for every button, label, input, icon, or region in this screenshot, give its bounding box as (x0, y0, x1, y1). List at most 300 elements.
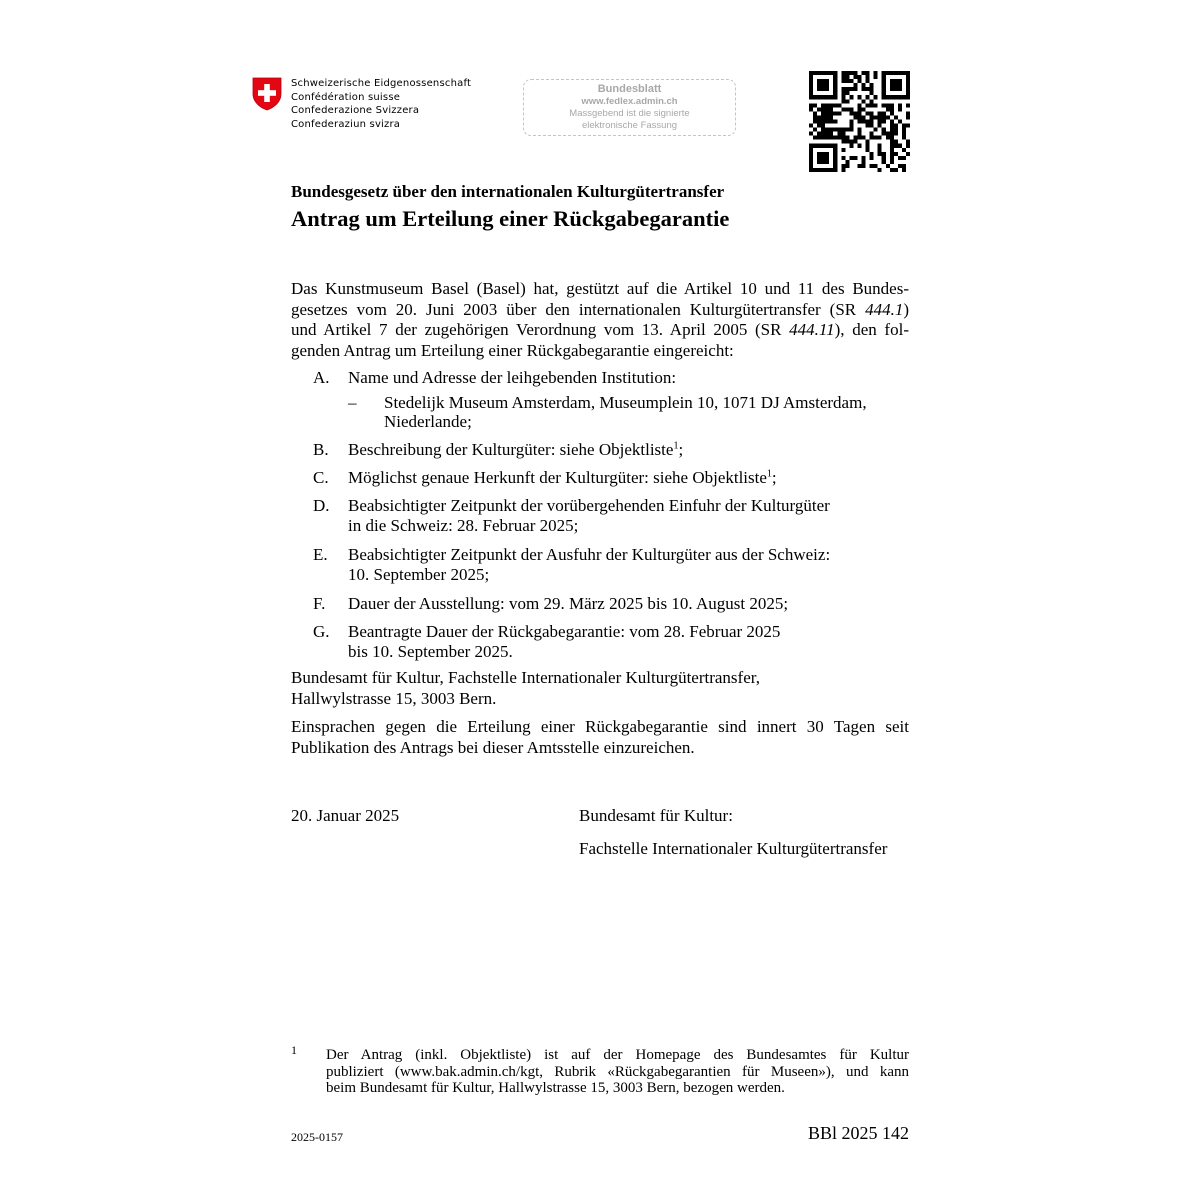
qr-module (833, 91, 837, 95)
qr-module (833, 119, 837, 123)
qr-module (809, 156, 813, 160)
qr-module (825, 128, 829, 132)
intro-line (291, 320, 909, 341)
qr-module (902, 95, 906, 99)
qr-module (837, 111, 841, 115)
qr-module (833, 79, 837, 83)
qr-module (825, 71, 829, 75)
qr-module (878, 148, 882, 152)
qr-module (874, 164, 878, 168)
qr-module (809, 107, 813, 111)
qr-module (906, 152, 910, 156)
qr-module (878, 115, 882, 119)
qr-module (817, 87, 821, 91)
qr-module (894, 95, 898, 99)
item-letter: E. (313, 545, 328, 564)
qr-module (870, 111, 874, 115)
qr-module (845, 128, 849, 132)
stamp-title: Bundesblatt (597, 83, 662, 95)
stamp-note-line1: Massgebend ist die signierte (569, 108, 690, 119)
qr-module (809, 75, 813, 79)
qr-module (849, 79, 853, 83)
qr-module (845, 140, 849, 144)
qr-module (841, 148, 845, 152)
signature-authority: Bundesamt für Kultur: (579, 806, 733, 825)
objections-line2: Publikation des Antrags bei dieser Amtsstelle einzureichen. (291, 737, 695, 757)
qr-module (809, 79, 813, 83)
bundesblatt-stamp (523, 79, 736, 136)
qr-module (890, 71, 894, 75)
qr-module (813, 136, 817, 140)
qr-module (857, 128, 861, 132)
qr-module (902, 156, 906, 160)
qr-module (813, 119, 817, 123)
qr-module (853, 87, 857, 91)
qr-module (809, 91, 813, 95)
qr-module (862, 119, 866, 123)
qr-module (849, 156, 853, 160)
qr-module (857, 119, 861, 123)
qr-module (833, 83, 837, 87)
office-line1: Bundesamt für Kultur, Fachstelle Internationaler Kulturgütertransfer, (291, 668, 760, 687)
qr-module (857, 132, 861, 136)
qr-module (837, 128, 841, 132)
qr-module (890, 140, 894, 144)
qr-module (829, 95, 833, 99)
qr-module (906, 103, 910, 107)
qr-module (833, 156, 837, 160)
qr-module (817, 136, 821, 140)
qr-module (898, 107, 902, 111)
qr-module (862, 164, 866, 168)
qr-module (894, 128, 898, 132)
qr-module (821, 136, 825, 140)
qr-module (882, 103, 886, 107)
qr-module (898, 83, 902, 87)
confederation-name-it: Confederazione Svizzera (291, 105, 420, 116)
qr-module (833, 103, 837, 107)
item-letter: B. (313, 440, 329, 459)
qr-module (813, 103, 817, 107)
qr-module (862, 71, 866, 75)
qr-module (817, 79, 821, 83)
qr-module (906, 115, 910, 119)
qr-module (857, 164, 861, 168)
qr-module (849, 111, 853, 115)
item-letter: F. (313, 594, 326, 613)
qr-module (862, 156, 866, 160)
qr-module (890, 132, 894, 136)
qr-module (853, 71, 857, 75)
signature-unit: Fachstelle Internationaler Kulturgütertransfer (579, 839, 888, 858)
qr-module (825, 111, 829, 115)
qr-module (841, 87, 845, 91)
intro-line: genden Antrag um Erteilung einer Rückgabegarantie eingereicht: (291, 340, 734, 360)
stamp-url: www.fedlex.admin.ch (581, 96, 678, 107)
qr-module (870, 152, 874, 156)
qr-module (866, 103, 870, 107)
qr-module (886, 103, 890, 107)
qr-module (890, 160, 894, 164)
document-subtitle: Bundesgesetz über den internationalen Kulturgütertransfer (291, 182, 725, 201)
qr-module (894, 79, 898, 83)
qr-module (841, 99, 845, 103)
qr-module (878, 111, 882, 115)
footnote-line2: publiziert (www.bak.admin.ch/kgt, Rubrik «Rückgabegarantien für Museen»), und kann (326, 1063, 909, 1080)
qr-module (821, 144, 825, 148)
qr-module (882, 91, 886, 95)
qr-module (894, 152, 898, 156)
footnote-line3: beim Bundesamt für Kultur, Hallwylstrasse 15, 3003 Bern, bezogen werden. (326, 1080, 785, 1096)
qr-module (894, 71, 898, 75)
qr-module (902, 128, 906, 132)
qr-module (809, 148, 813, 152)
qr-module (894, 124, 898, 128)
intro-text: ) (903, 299, 909, 319)
qr-module (902, 164, 906, 168)
qr-module (886, 132, 890, 136)
qr-module (817, 83, 821, 87)
qr-module (817, 119, 821, 123)
qr-module (825, 95, 829, 99)
qr-module (874, 128, 878, 132)
qr-module (874, 136, 878, 140)
qr-module (906, 71, 910, 75)
office-paragraph (291, 668, 760, 709)
qr-module (898, 156, 902, 160)
qr-module (817, 168, 821, 172)
qr-module (857, 75, 861, 79)
qr-module (829, 103, 833, 107)
qr-module (845, 164, 849, 168)
qr-module (882, 128, 886, 132)
qr-module (862, 136, 866, 140)
qr-module (870, 87, 874, 91)
item-b-punct: ; (678, 440, 684, 459)
qr-module (833, 144, 837, 148)
qr-module (857, 136, 861, 140)
qr-module (894, 83, 898, 87)
footnote-number: 1 (291, 1043, 297, 1057)
item-b-label: Beschreibung der Kulturgüter: siehe Objektliste (348, 440, 674, 459)
qr-module (898, 71, 902, 75)
footnote-line1: Der Antrag (inkl. Objektliste) ist auf der Homepage des Bundesamtes für Kultur (326, 1047, 909, 1063)
qr-module (825, 132, 829, 136)
qr-module (849, 144, 853, 148)
office-line2: Hallwylstrasse 15, 3003 Bern. (291, 688, 497, 708)
qr-module (890, 107, 894, 111)
qr-module (817, 107, 821, 111)
qr-module (890, 148, 894, 152)
qr-module (874, 103, 878, 107)
qr-module (817, 156, 821, 160)
qr-module (870, 99, 874, 103)
qr-module (866, 87, 870, 91)
qr-module (813, 144, 817, 148)
qr-module (882, 115, 886, 119)
qr-module (833, 128, 837, 132)
qr-module (821, 103, 825, 107)
footnote-ref: 1 (766, 468, 772, 480)
qr-module (890, 156, 894, 160)
qr-module (890, 95, 894, 99)
qr-module (874, 71, 878, 75)
qr-module (857, 144, 861, 148)
qr-module (857, 107, 861, 111)
qr-module (857, 115, 861, 119)
qr-module (845, 107, 849, 111)
qr-module (841, 168, 845, 172)
qr-module (902, 124, 906, 128)
qr-module (882, 83, 886, 87)
confederation-name-de: Schweizerische Eidgenossenschaft (291, 78, 472, 89)
qr-module (825, 152, 829, 156)
item-b-text (348, 440, 683, 461)
qr-module (833, 148, 837, 152)
qr-module (890, 168, 894, 172)
qr-module (866, 148, 870, 152)
qr-module (862, 99, 866, 103)
qr-module (813, 168, 817, 172)
qr-module (890, 83, 894, 87)
qr-module (902, 148, 906, 152)
qr-module (849, 87, 853, 91)
qr-module (906, 124, 910, 128)
qr-module (898, 144, 902, 148)
qr-module (845, 99, 849, 103)
qr-module (890, 79, 894, 83)
qr-module (898, 103, 902, 107)
qr-module (841, 136, 845, 140)
qr-module (886, 107, 890, 111)
qr-module (825, 156, 829, 160)
qr-module (837, 103, 841, 107)
qr-module (902, 136, 906, 140)
qr-module (894, 132, 898, 136)
qr-module (853, 83, 857, 87)
qr-module (809, 95, 813, 99)
qr-module (845, 160, 849, 164)
qr-module (886, 164, 890, 168)
qr-module (829, 71, 833, 75)
footnote-text (326, 1047, 909, 1097)
item-f-text: Dauer der Ausstellung: vom 29. März 2025 bis 10. August 2025; (348, 594, 789, 613)
intro-text: ), den fol- (834, 320, 909, 339)
qr-module (841, 75, 845, 79)
qr-module (845, 87, 849, 91)
qr-module (817, 71, 821, 75)
qr-module (841, 140, 845, 144)
qr-module (906, 79, 910, 83)
qr-module (894, 140, 898, 144)
qr-module (886, 136, 890, 140)
qr-module (870, 124, 874, 128)
qr-module (817, 160, 821, 164)
qr-module (817, 115, 821, 119)
item-letter: G. (313, 622, 330, 641)
qr-module (882, 87, 886, 91)
qr-module (878, 168, 882, 172)
qr-module (906, 140, 910, 144)
qr-module (866, 111, 870, 115)
qr-module (841, 132, 845, 136)
qr-module (833, 71, 837, 75)
qr-module (825, 115, 829, 119)
qr-module (809, 164, 813, 168)
qr-module (829, 136, 833, 140)
qr-module (845, 71, 849, 75)
qr-module (878, 152, 882, 156)
qr-module (821, 107, 825, 111)
qr-module (809, 132, 813, 136)
qr-module (862, 83, 866, 87)
qr-module (853, 136, 857, 140)
qr-module (833, 95, 837, 99)
qr-module (882, 152, 886, 156)
document-number: 2025-0157 (291, 1130, 343, 1144)
qr-module (878, 119, 882, 123)
qr-module (853, 115, 857, 119)
qr-module (825, 168, 829, 172)
qr-module (870, 156, 874, 160)
qr-module (829, 132, 833, 136)
qr-module (890, 103, 894, 107)
qr-module (833, 75, 837, 79)
intro-text: und Artikel 7 der zugehörigen Verordnung vom 13. April 2005 (SR (291, 320, 790, 339)
qr-module (809, 87, 813, 91)
qr-module (813, 95, 817, 99)
qr-module (817, 152, 821, 156)
qr-module (906, 91, 910, 95)
qr-module (874, 75, 878, 79)
qr-module (866, 95, 870, 99)
qr-module (837, 136, 841, 140)
qr-module (849, 140, 853, 144)
qr-module (898, 79, 902, 83)
bbl-reference: BBl 2025 142 (807, 1123, 909, 1143)
objections-paragraph (291, 717, 909, 758)
qr-module (902, 71, 906, 75)
intro-text: gesetzes vom 20. Juni 2003 über den internationalen Kulturgütertransfer (SR (291, 299, 866, 319)
confederation-names (291, 77, 471, 131)
qr-module (821, 132, 825, 136)
qr-module (817, 132, 821, 136)
stamp-note-line2: elektronische Fassung (581, 119, 678, 131)
item-a-sub-line1: Stedelijk Museum Amsterdam, Museumplein 10, 1071 DJ Amsterdam, (384, 393, 867, 412)
qr-module (882, 111, 886, 115)
qr-module (821, 152, 825, 156)
qr-module (841, 107, 845, 111)
item-letter: D. (313, 496, 330, 515)
intro-paragraph (291, 279, 909, 361)
qr-module (841, 128, 845, 132)
qr-module (813, 128, 817, 132)
qr-module (882, 156, 886, 160)
qr-module (829, 115, 833, 119)
qr-module (882, 132, 886, 136)
qr-module (857, 79, 861, 83)
qr-module (870, 119, 874, 123)
qr-module (845, 91, 849, 95)
qr-module (817, 124, 821, 128)
qr-module (841, 91, 845, 95)
qr-module (906, 83, 910, 87)
qr-module (886, 95, 890, 99)
qr-module (821, 160, 825, 164)
qr-module (841, 95, 845, 99)
qr-module (809, 152, 813, 156)
qr-module (841, 164, 845, 168)
qr-module (870, 132, 874, 136)
qr-module (878, 124, 882, 128)
footnote-ref: 1 (673, 440, 679, 452)
qr-module (833, 111, 837, 115)
item-letter: A. (313, 368, 330, 387)
intro-line: Das Kunstmuseum Basel (Basel) hat, gestützt auf die Artikel 10 und 11 des Bundes- (291, 279, 909, 298)
qr-module (821, 71, 825, 75)
qr-module (809, 124, 813, 128)
qr-module (874, 95, 878, 99)
item-a-sub-line2: Niederlande; (384, 412, 472, 431)
qr-module (821, 119, 825, 123)
qr-module (809, 83, 813, 87)
qr-module (890, 87, 894, 91)
qr-module (857, 95, 861, 99)
qr-module (829, 119, 833, 123)
qr-module (809, 103, 813, 107)
qr-module (894, 168, 898, 172)
item-d-line1: Beabsichtigter Zeitpunkt der vorübergehenden Einfuhr der Kulturgüter (348, 496, 830, 515)
qr-module (825, 144, 829, 148)
qr-module (882, 119, 886, 123)
qr-module (841, 71, 845, 75)
sr-number: 444.1 (865, 299, 904, 319)
item-c-text (348, 468, 777, 489)
qr-module (821, 95, 825, 99)
qr-module (821, 79, 825, 83)
qr-module (870, 115, 874, 119)
item-c-punct: ; (771, 468, 777, 487)
qr-module (906, 111, 910, 115)
item-letter: C. (313, 468, 329, 487)
qr-module (833, 168, 837, 172)
qr-module (837, 132, 841, 136)
item-a-text: Name und Adresse der leihgebenden Institution: (348, 368, 677, 387)
qr-module (849, 95, 853, 99)
intro-line (291, 300, 909, 321)
qr-module (817, 144, 821, 148)
qr-module (809, 144, 813, 148)
qr-module (833, 164, 837, 168)
qr-module (841, 79, 845, 83)
qr-module (862, 87, 866, 91)
qr-module (866, 119, 870, 123)
qr-module (874, 115, 878, 119)
qr-module (825, 136, 829, 140)
qr-module (821, 111, 825, 115)
qr-module (821, 115, 825, 119)
qr-module (870, 164, 874, 168)
qr-module (862, 115, 866, 119)
qr-module (833, 87, 837, 91)
item-c-label: Möglichst genaue Herkunft der Kulturgüter: siehe Objektliste (348, 468, 767, 487)
qr-module (866, 79, 870, 83)
qr-module (845, 75, 849, 79)
qr-module (857, 103, 861, 107)
qr-module (890, 128, 894, 132)
qr-module (809, 160, 813, 164)
qr-module (833, 152, 837, 156)
